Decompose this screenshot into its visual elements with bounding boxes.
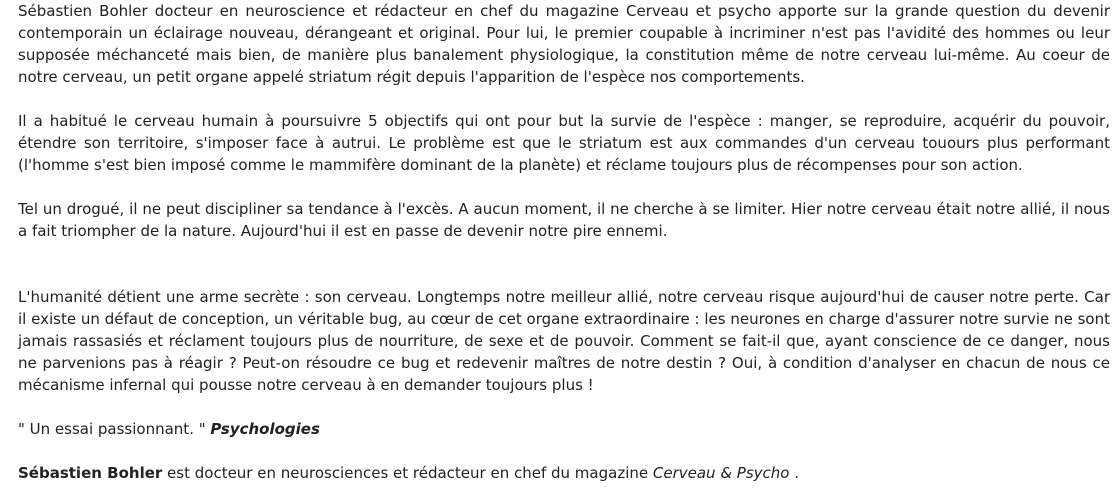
author-name: Sébastien Bohler — [18, 464, 163, 482]
paragraph-drogue: Tel un drogué, il ne peut discipliner sa tendance à l'excès. A aucun moment, il ne cherche à se limiter. Hier notre cerveau était notre allié, il nous a fait triompher de la nature. Aujourd'hui il est en passe de devenir notre pire ennemi. — [18, 200, 1110, 240]
press-quote — [18, 418, 1110, 440]
paragraph-striatum: Il a habitué le cerveau humain à poursuivre 5 objectifs qui ont pour but la survie de l'espèce : manger, se reproduire, acquérir du pouvoir, étendre son territoire, s'imposer face à autrui. Le problème est que le striatum est aux commandes d'un cerveau touours plus performant (l'homme s'est bien imposé comme le mammifère dominant de la planète) et réclame toujours plus de récompenses pour son action. — [18, 112, 1110, 174]
author-bio-text: est docteur en neurosciences et rédacteur en chef du magazine — [162, 464, 653, 482]
author-bio-end: . — [789, 464, 799, 482]
paragraph-intro: Sébastien Bohler docteur en neuroscience et rédacteur en chef du magazine Cerveau et psycho apporte sur la grande question du devenir contemporain un éclairage nouveau, dérangeant et original. Pour lui, le premier coupable à incriminer n'est pas l'avidité des hommes ou leur supposée méchanceté mais bien, de manière plus banalement physiologique, la constitution même de notre cerveau lui-même. Au coeur de notre cerveau, un petit organe appelé striatum régit depuis l'apparition de l'espèce nos comportements. — [18, 2, 1110, 86]
author-bio — [18, 462, 1110, 484]
magazine-name: Cerveau & Psycho — [652, 464, 790, 482]
spacer — [18, 396, 1110, 418]
press-quote-text: " Un essai passionnant. " — [18, 420, 206, 438]
spacer — [18, 440, 1110, 462]
spacer — [18, 88, 1110, 110]
spacer — [18, 242, 1110, 286]
press-quote-source: Psychologies — [210, 420, 320, 438]
spacer — [18, 176, 1110, 198]
paragraph-humanite: L'humanité détient une arme secrète : son cerveau. Longtemps notre meilleur allié, notre cerveau risque aujourd'hui de causer notre perte. Car il existe un défaut de conception, un véritable bug, au cœur de cet organe extraordinaire : les neurones en charge d'assurer notre survie ne sont jamais rassasiés et réclament toujours plus de nourriture, de sexe et de pouvoir. Comment se fait-il que, ayant conscience de ce danger, nous ne parvenions pas à réagir ? Peut-on résoudre ce bug et redevenir maîtres de notre destin ? Oui, à condition d'analyser en chacun de nous ce mécanisme infernal qui pousse notre cerveau à en demander toujours plus ! — [18, 288, 1110, 394]
